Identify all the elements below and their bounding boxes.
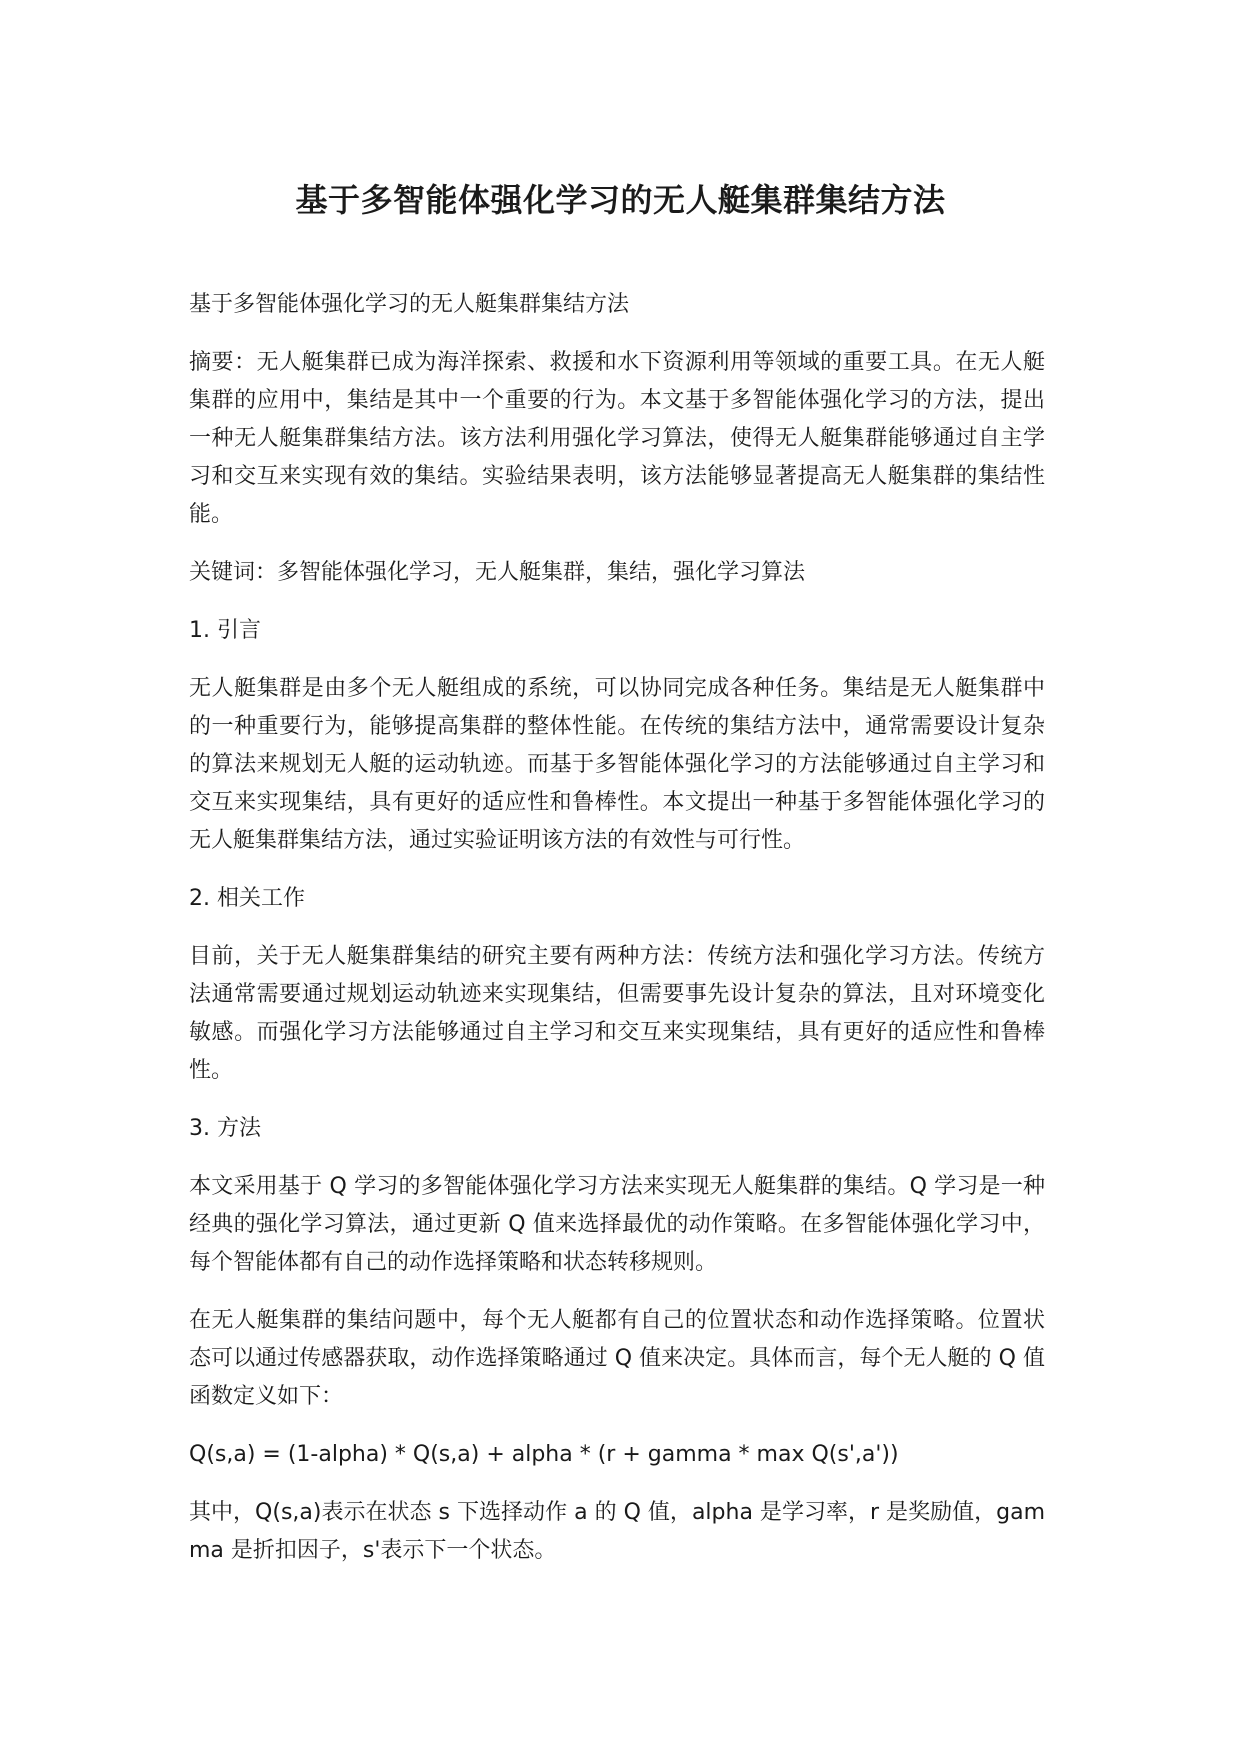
section-heading-method: 3. 方法 [189, 1116, 261, 1141]
document-subtitle: 基于多智能体强化学习的无人艇集群集结方法 [189, 292, 630, 317]
document-title: 基于多智能体强化学习的无人艇集群集结方法 [295, 181, 946, 219]
keywords-paragraph: 关键词：多智能体强化学习，无人艇集群，集结，强化学习算法 [189, 560, 806, 585]
q-value-formula: Q(s,a) = (1-alpha) * Q(s,a) + alpha * (r + gamma * max Q(s',a')) [189, 1442, 899, 1467]
section-heading-related-work: 2. 相关工作 [189, 886, 305, 911]
document-body [189, 286, 1045, 1590]
section-heading-introduction: 1. 引言 [189, 618, 261, 643]
method-paragraph: 其中，Q(s,a)表示在状态 s 下选择动作 a 的 Q 值，alpha 是学习率，r 是奖励值，gamma 是折扣因子，s'表示下一个状态。 [189, 1500, 1045, 1563]
introduction-paragraph: 无人艇集群是由多个无人艇组成的系统，可以协同完成各种任务。集结是无人艇集群中的一种重要行为，能够提高集群的整体性能。在传统的集结方法中，通常需要设计复杂的算法来规划无人艇的运动轨迹。而基于多智能体强化学习的方法能够通过自主学习和交互来实现集结，具有更好的适应性和鲁棒性。本文提出一种基于多智能体强化学习的无人艇集群集结方法，通过实验证明该方法的有效性与可行性。 [189, 676, 1045, 853]
method-paragraph: 在无人艇集群的集结问题中，每个无人艇都有自己的位置状态和动作选择策略。位置状态可以通过传感器获取，动作选择策略通过 Q 值来决定。具体而言，每个无人艇的 Q 值函数定义如下： [189, 1308, 1045, 1409]
abstract-paragraph: 摘要：无人艇集群已成为海洋探索、救援和水下资源利用等领域的重要工具。在无人艇集群的应用中，集结是其中一个重要的行为。本文基于多智能体强化学习的方法，提出一种无人艇集群集结方法。该方法利用强化学习算法，使得无人艇集群能够通过自主学习和交互来实现有效的集结。实验结果表明，该方法能够显著提高无人艇集群的集结性能。 [189, 350, 1045, 527]
related-work-paragraph: 目前，关于无人艇集群集结的研究主要有两种方法：传统方法和强化学习方法。传统方法通常需要通过规划运动轨迹来实现集结，但需要事先设计复杂的算法，且对环境变化敏感。而强化学习方法能够通过自主学习和交互来实现集结，具有更好的适应性和鲁棒性。 [189, 944, 1045, 1083]
method-paragraph: 本文采用基于 Q 学习的多智能体强化学习方法来实现无人艇集群的集结。Q 学习是一种经典的强化学习算法，通过更新 Q 值来选择最优的动作策略。在多智能体强化学习中，每个智能体都有自己的动作选择策略和状态转移规则。 [189, 1174, 1045, 1275]
